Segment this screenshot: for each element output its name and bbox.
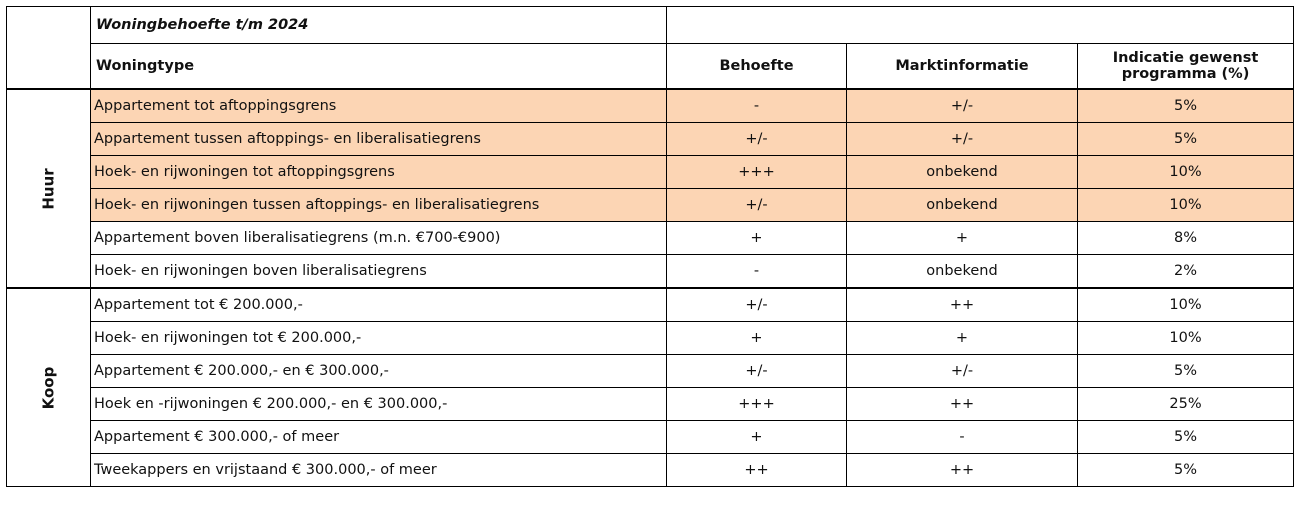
- indicatie-cell: 5%: [1078, 355, 1294, 388]
- table-row: [7, 189, 1294, 222]
- behoefte-cell: +: [667, 222, 847, 255]
- woningtype-cell: Hoek- en rijwoningen tussen aftoppings- en liberalisatiegrens: [91, 189, 667, 222]
- marktinformatie-cell: +/-: [847, 123, 1078, 156]
- indicatie-cell: 5%: [1078, 421, 1294, 454]
- table-row: [7, 156, 1294, 189]
- woningtype-cell: Appartement tot aftoppingsgrens: [91, 89, 667, 123]
- header-marktinformatie: Marktinformatie: [847, 44, 1078, 90]
- marktinformatie-cell: onbekend: [847, 156, 1078, 189]
- indicatie-cell: 10%: [1078, 156, 1294, 189]
- behoefte-cell: +/-: [667, 123, 847, 156]
- header-behoefte: Behoefte: [667, 44, 847, 90]
- table-body: [7, 89, 1294, 487]
- table-row: [7, 123, 1294, 156]
- woningtype-cell: Appartement tot € 200.000,-: [91, 288, 667, 322]
- behoefte-cell: +++: [667, 156, 847, 189]
- table-row: [7, 255, 1294, 289]
- marktinformatie-cell: +: [847, 322, 1078, 355]
- behoefte-cell: +++: [667, 388, 847, 421]
- woningtype-cell: Appartement tussen aftoppings- en liberalisatiegrens: [91, 123, 667, 156]
- indicatie-cell: 5%: [1078, 89, 1294, 123]
- marktinformatie-cell: +/-: [847, 89, 1078, 123]
- indicatie-cell: 10%: [1078, 322, 1294, 355]
- behoefte-cell: ++: [667, 454, 847, 487]
- table-row: [7, 421, 1294, 454]
- corner-cell: [7, 7, 91, 90]
- table-row: [7, 388, 1294, 421]
- woningtype-cell: Hoek- en rijwoningen tot € 200.000,-: [91, 322, 667, 355]
- woningtype-cell: Tweekappers en vrijstaand € 300.000,- of meer: [91, 454, 667, 487]
- woningtype-cell: Appartement € 200.000,- en € 300.000,-: [91, 355, 667, 388]
- behoefte-cell: +/-: [667, 355, 847, 388]
- marktinformatie-cell: +: [847, 222, 1078, 255]
- behoefte-cell: -: [667, 89, 847, 123]
- woningtype-cell: Hoek- en rijwoningen boven liberalisatiegrens: [91, 255, 667, 289]
- header-row: [7, 44, 1294, 90]
- indicatie-cell: 25%: [1078, 388, 1294, 421]
- indicatie-cell: 5%: [1078, 454, 1294, 487]
- table-row: [7, 89, 1294, 123]
- header-indicatie: Indicatie gewenst programma (%): [1078, 44, 1294, 90]
- housing-needs-table: [6, 6, 1294, 487]
- title-row: [7, 7, 1294, 44]
- group-label-text: Huur: [39, 167, 58, 210]
- woningtype-cell: Appartement boven liberalisatiegrens (m.n. €700-€900): [91, 222, 667, 255]
- table-title: Woningbehoefte t/m 2024: [91, 7, 667, 44]
- table-row: [7, 322, 1294, 355]
- marktinformatie-cell: ++: [847, 288, 1078, 322]
- behoefte-cell: +/-: [667, 288, 847, 322]
- table-row: [7, 454, 1294, 487]
- behoefte-cell: +/-: [667, 189, 847, 222]
- table-row: [7, 222, 1294, 255]
- group-label-text: Koop: [39, 366, 58, 409]
- woningtype-cell: Hoek en -rijwoningen € 200.000,- en € 300.000,-: [91, 388, 667, 421]
- indicatie-cell: 5%: [1078, 123, 1294, 156]
- indicatie-cell: 10%: [1078, 288, 1294, 322]
- indicatie-cell: 10%: [1078, 189, 1294, 222]
- marktinformatie-cell: ++: [847, 388, 1078, 421]
- table-row: [7, 288, 1294, 322]
- indicatie-cell: 8%: [1078, 222, 1294, 255]
- behoefte-cell: -: [667, 255, 847, 289]
- woningtype-cell: Hoek- en rijwoningen tot aftoppingsgrens: [91, 156, 667, 189]
- group-label-huur: [7, 89, 91, 288]
- behoefte-cell: +: [667, 322, 847, 355]
- behoefte-cell: +: [667, 421, 847, 454]
- marktinformatie-cell: +/-: [847, 355, 1078, 388]
- group-label-koop: [7, 288, 91, 487]
- marktinformatie-cell: onbekend: [847, 189, 1078, 222]
- marktinformatie-cell: -: [847, 421, 1078, 454]
- marktinformatie-cell: onbekend: [847, 255, 1078, 289]
- title-spacer-cell: [667, 7, 1294, 44]
- header-woningtype: Woningtype: [91, 44, 667, 90]
- marktinformatie-cell: ++: [847, 454, 1078, 487]
- table-row: [7, 355, 1294, 388]
- indicatie-cell: 2%: [1078, 255, 1294, 289]
- woningtype-cell: Appartement € 300.000,- of meer: [91, 421, 667, 454]
